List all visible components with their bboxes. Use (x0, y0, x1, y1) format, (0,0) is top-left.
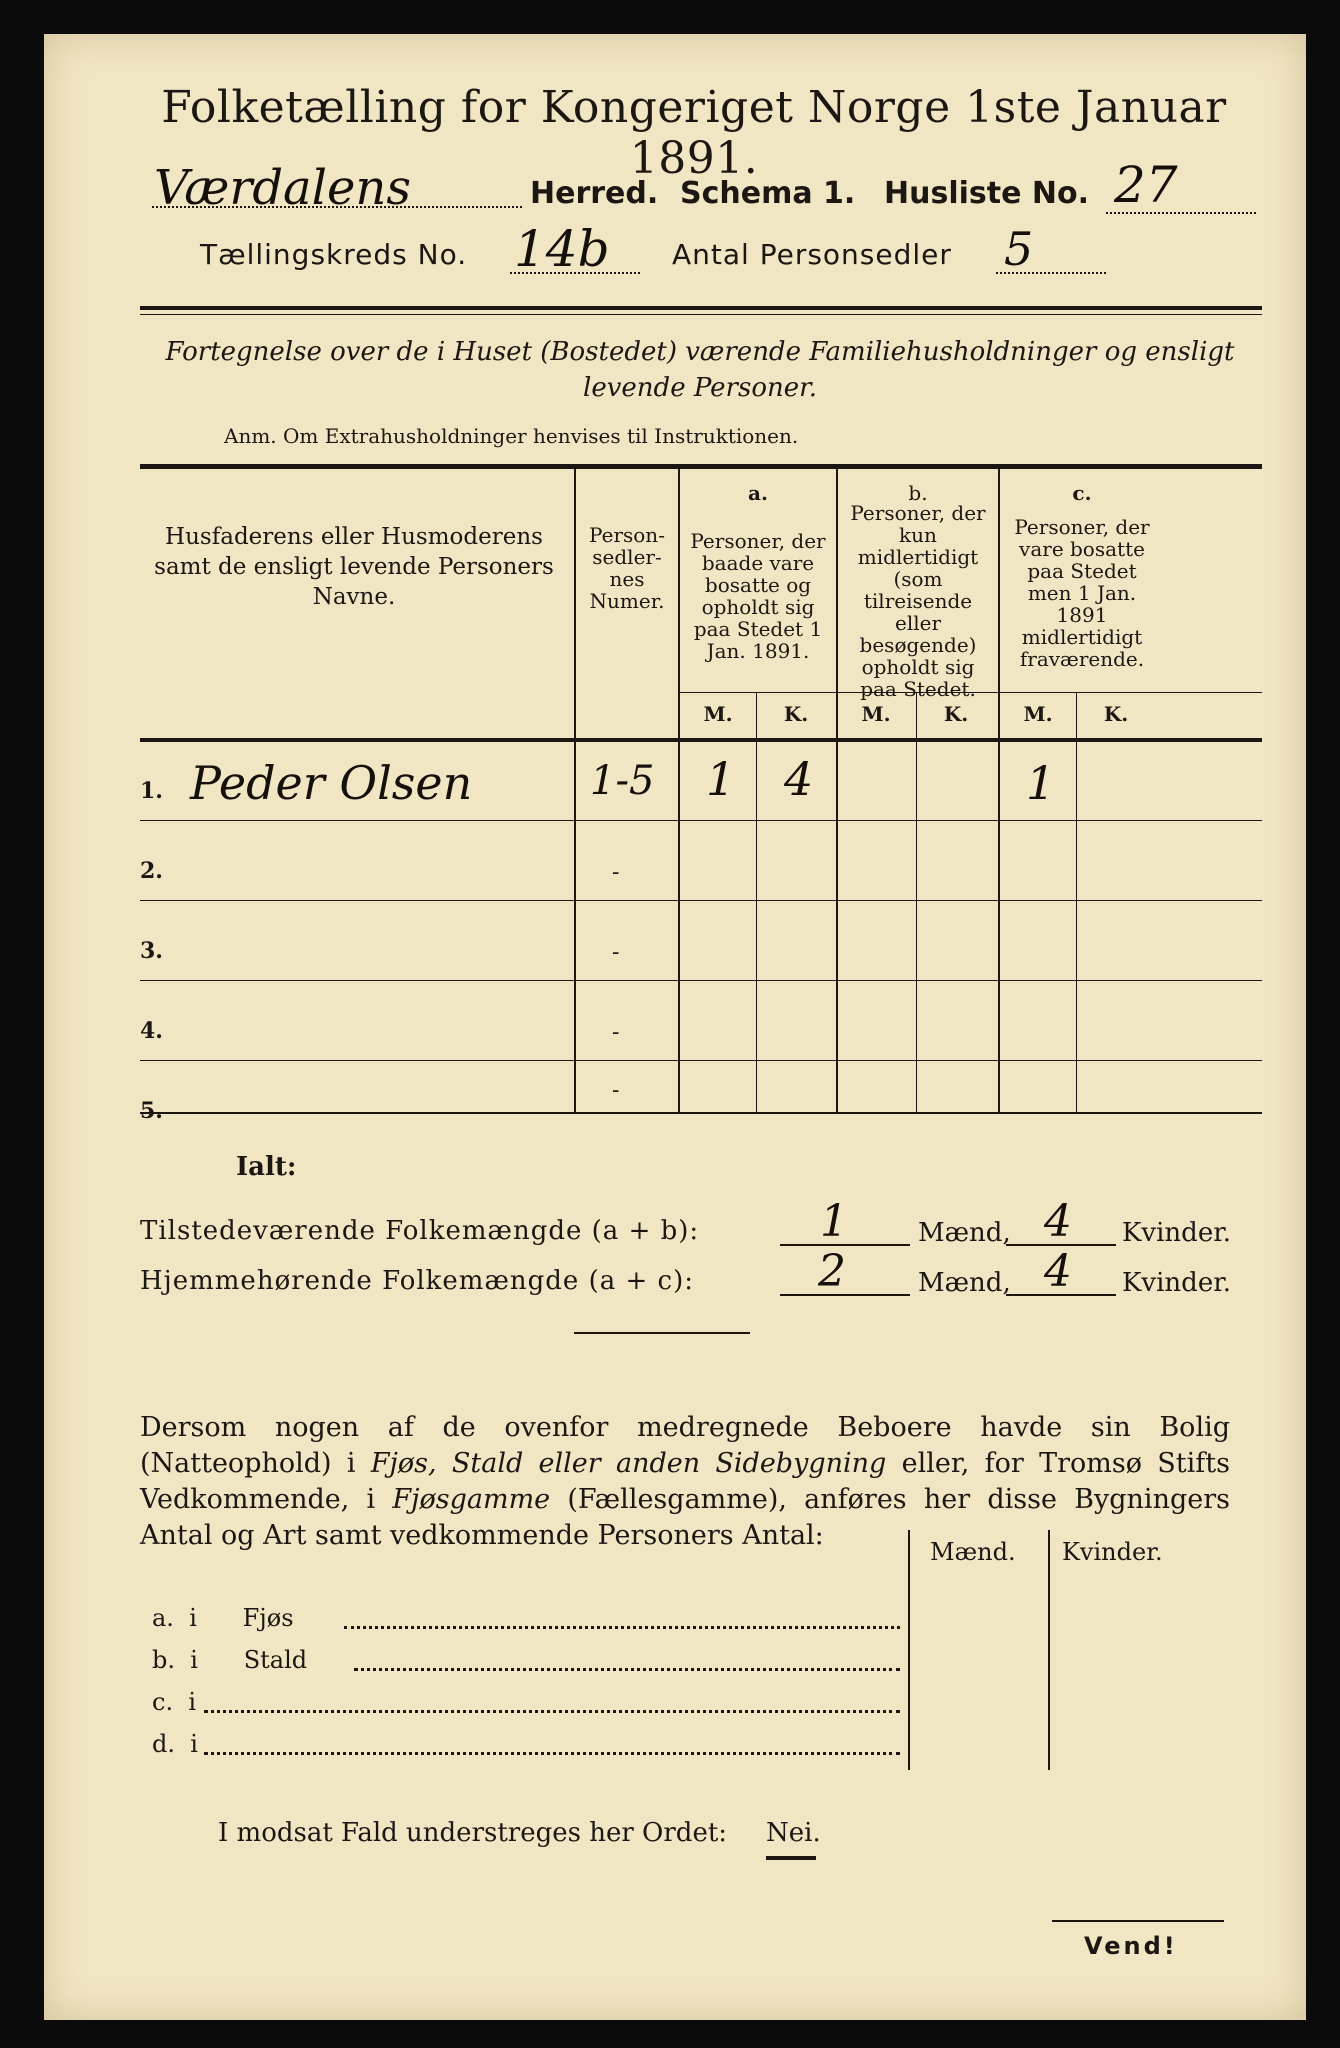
buildings-kvinder-header: Kvinder. (1062, 1538, 1163, 1566)
building-a-dots (344, 1626, 900, 1629)
ialt-label: Ialt: (236, 1152, 297, 1182)
col-header-names: Husfaderens eller Husmoderens samt de ensligt levende Personers Navne. (154, 524, 554, 610)
census-form (44, 34, 1306, 2020)
header-c-m: M. (1023, 702, 1053, 726)
col-divider-b-mk (916, 692, 917, 1112)
tilstede-kvinder-label: Kvinder. (1122, 1218, 1232, 1248)
tilstede-kvinder-value: 4 (1044, 1196, 1072, 1247)
col-header-a-text: Personer, der baade vare bosatte og opholdt sig paa Stedet 1 Jan. 1891. (690, 529, 826, 663)
hjemme-kvinder-line (1006, 1294, 1116, 1296)
building-b-label: b. i Stald (152, 1646, 308, 1674)
row-line-2 (140, 900, 1262, 901)
col-divider-3 (836, 469, 838, 1113)
row-line-3 (140, 980, 1262, 981)
building-c-label: c. i (152, 1688, 197, 1716)
herred-label: Herred. (530, 176, 659, 211)
paragraph-emphasis-1: Fjøs, Stald eller anden Sidebygning (370, 1448, 887, 1479)
row-1-numer: 1-5 (590, 758, 655, 804)
vend-rule (1052, 1920, 1224, 1922)
row-3-numer: - (612, 940, 620, 965)
kreds-dotted-line (510, 272, 640, 274)
row-1-a-k: 4 (784, 752, 814, 806)
nei-word: Nei. (766, 1818, 821, 1848)
row-number: 4. (140, 1018, 163, 1044)
header-a-m: M. (703, 702, 733, 726)
table-top-rule (140, 464, 1262, 469)
annotation-note: Anm. Om Extrahusholdninger henvises til Instruktionen. (224, 424, 799, 448)
form-description: Fortegnelse over de i Huset (Bostedet) værende Familiehusholdninger og ensligt levende Personer. (165, 337, 1235, 403)
col-divider-2 (678, 469, 680, 1113)
row-1-c-m: 1 (1026, 756, 1056, 810)
col-divider-4 (998, 469, 1000, 1113)
tilstede-label: Tilstedeværende Folkemængde (a + b): (140, 1216, 700, 1246)
col-header-c-letter: c. (1072, 481, 1092, 505)
hjemme-kvinder-value: 4 (1044, 1246, 1072, 1297)
row-number: 5. (140, 1098, 163, 1124)
header-b-m: M. (861, 702, 891, 726)
personsedler-label: Antal Personsedler (672, 238, 952, 271)
husliste-label: Husliste No. (884, 176, 1089, 211)
paragraph-part-3: (Fællesgamme), anføres her disse Bygningers Antal og Art samt vedkommende Personers Antal: (140, 1484, 1230, 1551)
husliste-dotted-line (1106, 212, 1256, 214)
buildings-maend-header: Mænd. (930, 1538, 1016, 1566)
col-header-b-text: Personer, der kun midlertidigt (som tilreisende eller besøgende) opholdt sig paa Stedet. (850, 501, 986, 701)
personsedler-dotted-line (996, 272, 1106, 274)
table-bottom-rule (140, 1112, 1262, 1114)
col-divider-1 (574, 469, 576, 1113)
schema-label: Schema 1. (680, 176, 856, 211)
building-divider-1 (908, 1530, 910, 1770)
building-divider-2 (1048, 1530, 1050, 1770)
kreds-label: Tællingskreds No. (200, 238, 468, 271)
row-5-numer: - (612, 1078, 620, 1103)
separator-rule (574, 1332, 750, 1334)
row-4-numer: - (612, 1020, 620, 1045)
building-c-dots (204, 1710, 900, 1713)
form-title: Folketælling for Kongeriget Norge 1ste Januar 1891. (161, 82, 1227, 184)
hjemme-label: Hjemmehørende Folkemængde (a + c): (140, 1266, 694, 1296)
building-a-label: a. i Fjøs (152, 1604, 294, 1632)
building-b-dots (354, 1668, 900, 1671)
row-line-4 (140, 1060, 1262, 1061)
hjemme-maend-value: 2 (818, 1246, 846, 1297)
row-2-numer: - (612, 860, 620, 885)
header-a-k: K. (783, 702, 809, 726)
row-number: 3. (140, 938, 163, 964)
kreds-value: 14b (514, 220, 610, 278)
hjemme-kvinder-label: Kvinder. (1122, 1268, 1232, 1298)
building-d-label: d. i (152, 1730, 198, 1758)
table-header-bottom-rule (140, 738, 1262, 742)
herred-value: Værdalens (154, 160, 411, 216)
col-header-b-letter: b. (908, 481, 928, 505)
col-divider-a-mk (756, 692, 757, 1112)
paragraph-part-2: eller, for Tromsø Stifts Vedkommende, i (140, 1448, 1230, 1515)
husliste-value: 27 (1114, 156, 1178, 214)
building-d-dots (204, 1752, 900, 1755)
row-number: 2. (140, 858, 163, 884)
row-1-a-m: 1 (706, 752, 736, 806)
instruction-paragraph (140, 1410, 1230, 1554)
col-divider-c-mk (1076, 692, 1077, 1112)
header-c-k: K. (1103, 702, 1129, 726)
hjemme-maend-label: Mænd, (918, 1268, 1011, 1298)
row-number: 1. (140, 778, 163, 804)
header-b-k: K. (943, 702, 969, 726)
paragraph-part-1: Dersom nogen af de ovenfor medregnede Beboere havde sin Bolig (Natteophold) i (140, 1412, 1230, 1479)
tilstede-maend-value: 1 (820, 1196, 848, 1247)
header-rule-thin (140, 314, 1262, 315)
nei-underline (766, 1856, 816, 1860)
hjemme-maend-line (780, 1294, 910, 1296)
herred-dotted-line (152, 206, 522, 208)
row-1-name: Peder Olsen (190, 756, 473, 810)
paragraph-emphasis-2: Fjøsgamme (392, 1484, 551, 1515)
header-rule-thick (140, 306, 1262, 310)
tilstede-maend-label: Mænd, (918, 1218, 1011, 1248)
col-header-numer: Person-sedler-nes Numer. (589, 523, 665, 613)
col-header-c-text: Personer, der vare bosatte paa Stedet men 1 Jan. 1891 midlertidigt fraværende. (1014, 515, 1150, 671)
personsedler-value: 5 (1004, 222, 1034, 276)
row-line-1 (140, 820, 1262, 821)
vend-label: Vend! (1084, 1932, 1178, 1960)
col-header-a-letter: a. (748, 481, 768, 505)
nei-instruction: I modsat Fald understreges her Ordet: (218, 1818, 728, 1848)
